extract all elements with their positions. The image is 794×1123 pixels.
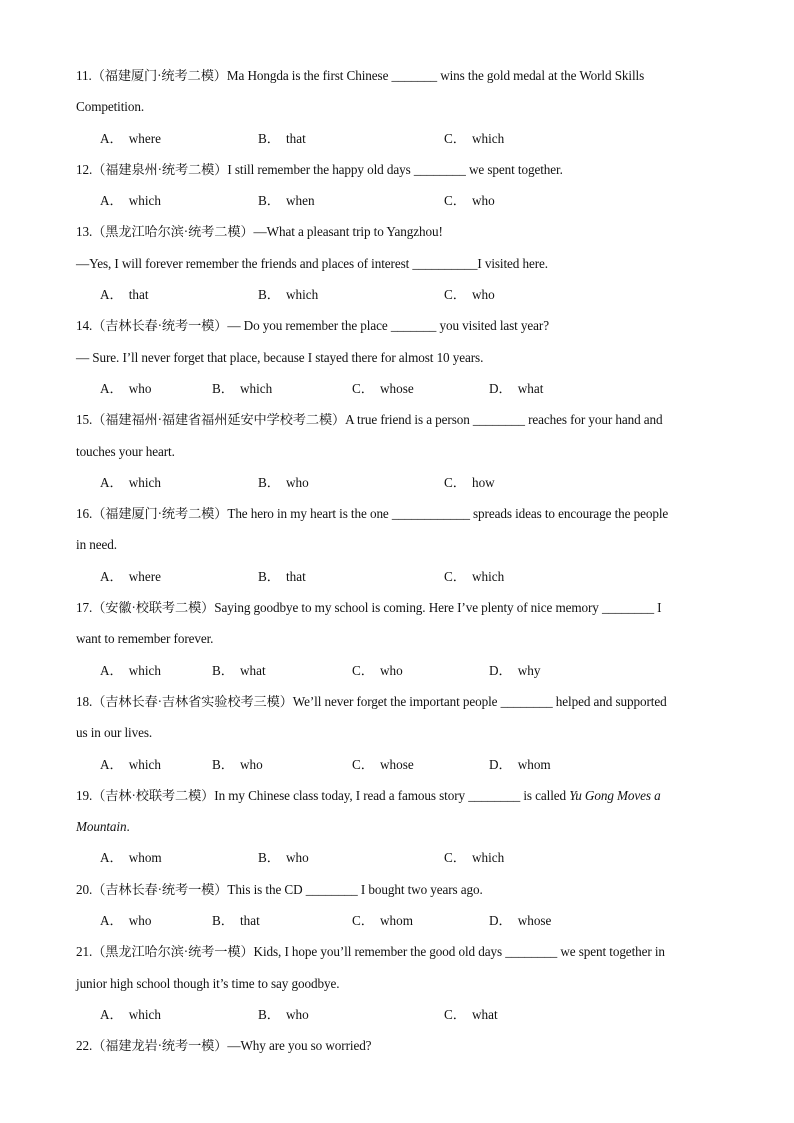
stem-text: junior high school though it’s time to say goodbye.: [76, 975, 340, 991]
option-b[interactable]: [258, 187, 315, 215]
option-text: what: [239, 662, 266, 678]
option-text: who: [471, 287, 495, 303]
question-source: （安徽·校联考二模）: [92, 600, 215, 616]
option-a[interactable]: [100, 125, 161, 153]
option-a[interactable]: [100, 187, 161, 215]
option-text: where: [128, 568, 161, 584]
option-label: A．: [100, 474, 123, 490]
stem-text: —Why are you so worried?: [227, 1038, 372, 1054]
option-b[interactable]: [258, 563, 306, 591]
question-source: （福建龙岩·统考一模）: [92, 1038, 228, 1054]
option-text: which: [471, 130, 505, 146]
option-a[interactable]: [100, 563, 161, 591]
option-label: C．: [444, 474, 466, 490]
option-label: C．: [444, 193, 466, 209]
stem-text: .: [126, 819, 130, 835]
stem-text: reaches for your hand and: [524, 412, 663, 428]
option-label: B．: [258, 193, 280, 209]
option-text: whose: [379, 756, 414, 772]
option-label: C．: [352, 913, 374, 929]
answer-blank[interactable]: ____________: [391, 506, 470, 522]
option-label: A．: [100, 756, 123, 772]
question-13-line: [76, 218, 726, 249]
question-15-line: [76, 438, 726, 469]
option-a[interactable]: [100, 375, 151, 403]
option-label: C．: [352, 662, 374, 678]
question-17-line: [76, 594, 726, 625]
option-label: A．: [100, 193, 123, 209]
stem-text: spreads ideas to encourage the people: [469, 506, 669, 522]
question-number: 14.: [76, 318, 93, 334]
stem-text: I still remember the happy old days: [227, 161, 414, 177]
option-label: A．: [100, 287, 123, 303]
options-row: [76, 563, 726, 594]
stem-text: — Do you remember the place: [227, 318, 391, 334]
option-c[interactable]: [352, 751, 414, 779]
question-number: 15.: [76, 412, 93, 428]
option-a[interactable]: [100, 1001, 161, 1029]
question-18-line: [76, 688, 726, 719]
option-text: who: [285, 850, 309, 866]
question-number: 22.: [76, 1038, 93, 1054]
stem-text: Ma Hongda is the first Chinese: [226, 68, 392, 83]
option-label: C．: [444, 568, 466, 584]
option-text: whom: [379, 913, 413, 929]
question-number: 17.: [76, 600, 93, 616]
stem-text: I visited here.: [477, 255, 548, 271]
stem-text: This is the CD: [227, 881, 306, 897]
option-a[interactable]: [100, 657, 161, 685]
answer-blank[interactable]: _______: [390, 318, 437, 334]
question-source: （黑龙江哈尔滨·统考一模）: [92, 944, 254, 960]
question-16-line: [76, 531, 726, 562]
option-text: whose: [379, 380, 414, 396]
option-text: who: [128, 913, 152, 929]
question-source: （福建厦门·统考二模）: [91, 68, 227, 83]
option-text: who: [285, 1006, 309, 1022]
option-c[interactable]: [444, 563, 504, 591]
option-c[interactable]: [444, 187, 495, 215]
option-label: D．: [489, 756, 512, 772]
question-number: 13.: [76, 224, 93, 240]
option-b[interactable]: [212, 657, 266, 685]
option-label: B．: [212, 662, 234, 678]
option-label: A．: [100, 568, 123, 584]
question-number: 20.: [76, 881, 93, 897]
option-b[interactable]: [258, 469, 309, 497]
question-12-line: [76, 156, 726, 187]
option-label: D．: [489, 662, 512, 678]
stem-text: in need.: [76, 537, 117, 553]
option-text: whom: [128, 850, 162, 866]
options-row: [76, 657, 726, 688]
stem-text: — Sure. I’ll never forget that place, because I stayed there for almost 10 years.: [76, 349, 484, 365]
stem-text: you visited last year?: [436, 318, 549, 334]
question-11-line: [76, 62, 726, 93]
stem-text: I: [653, 600, 662, 616]
question-16-line: [76, 500, 726, 531]
option-text: what: [471, 1006, 498, 1022]
question-number: 21.: [76, 944, 93, 960]
stem-text: A true friend is a person: [345, 412, 473, 428]
option-text: which: [128, 193, 161, 209]
option-b[interactable]: [212, 751, 263, 779]
option-c[interactable]: [444, 281, 495, 309]
answer-blank[interactable]: ________: [305, 881, 358, 897]
option-b[interactable]: [212, 907, 260, 935]
stem-text: is called: [520, 787, 570, 803]
option-label: C．: [444, 1006, 466, 1022]
option-label: C．: [352, 756, 374, 772]
question-source: （黑龙江哈尔滨·统考二模）: [92, 224, 254, 240]
option-b[interactable]: [258, 844, 309, 872]
option-d[interactable]: [489, 751, 551, 779]
stem-text: —Yes, I will forever remember the friends and places of interest: [76, 255, 413, 271]
stem-text: we spent together in: [557, 944, 665, 960]
option-a[interactable]: [100, 281, 149, 309]
options-row: [76, 375, 726, 406]
option-label: B．: [212, 756, 234, 772]
option-label: A．: [100, 1006, 123, 1022]
italic-title: Yu Gong Moves a: [569, 787, 661, 803]
option-b[interactable]: [258, 281, 318, 309]
option-text: which: [471, 850, 505, 866]
question-source: （吉林长春·统考一模）: [92, 881, 228, 897]
option-c[interactable]: [444, 469, 495, 497]
option-label: B．: [258, 1006, 280, 1022]
option-text: when: [285, 193, 315, 209]
option-text: which: [128, 474, 161, 490]
option-label: B．: [258, 474, 280, 490]
option-text: where: [128, 130, 161, 146]
italic-title: Mountain: [76, 819, 127, 835]
options-row: [76, 125, 726, 156]
answer-blank[interactable]: ________: [413, 161, 466, 177]
question-source: （吉林·校联考二模）: [92, 787, 215, 803]
option-text: who: [239, 756, 263, 772]
stem-text: wins the gold medal at the World Skills: [437, 68, 645, 83]
question-22-line: [76, 1032, 726, 1063]
option-c[interactable]: [352, 657, 403, 685]
option-text: that: [128, 287, 149, 303]
option-b[interactable]: [258, 1001, 309, 1029]
option-label: B．: [258, 130, 280, 146]
question-source: （福建福州·福建省福州延安中学校考二模）: [92, 412, 346, 428]
question-number: 18.: [76, 693, 93, 709]
option-text: who: [471, 193, 495, 209]
question-17-line: [76, 625, 726, 656]
stem-text: we spent together.: [465, 161, 563, 177]
option-d[interactable]: [489, 657, 540, 685]
option-label: C．: [352, 380, 374, 396]
question-18-line: [76, 719, 726, 750]
options-row: [76, 751, 726, 782]
option-c[interactable]: [352, 907, 413, 935]
option-label: A．: [100, 850, 123, 866]
option-label: B．: [258, 568, 280, 584]
options-row: [76, 281, 726, 312]
option-label: A．: [100, 380, 123, 396]
question-21-line: [76, 970, 726, 1001]
option-label: D．: [489, 380, 512, 396]
stem-text: Saying goodbye to my school is coming. Here I’ve plenty of nice memory: [214, 600, 602, 616]
option-label: A．: [100, 913, 123, 929]
answer-blank[interactable]: __________: [412, 255, 478, 271]
option-label: B．: [212, 380, 234, 396]
option-c[interactable]: [444, 1001, 498, 1029]
question-15-line: [76, 406, 726, 437]
option-b[interactable]: [212, 375, 272, 403]
option-label: D．: [489, 913, 512, 929]
options-row: [76, 187, 726, 218]
option-label: B．: [258, 850, 280, 866]
option-label: A．: [100, 662, 123, 678]
question-source: （福建泉州·统考二模）: [92, 161, 228, 177]
stem-text: I bought two years ago.: [357, 881, 483, 897]
question-number: 16.: [76, 506, 93, 522]
question-list: [76, 62, 726, 1064]
stem-text: We’ll never forget the important people: [292, 693, 501, 709]
stem-text: —What a pleasant trip to Yangzhou!: [253, 224, 443, 240]
option-text: what: [517, 380, 544, 396]
option-d[interactable]: [489, 375, 543, 403]
stem-text: want to remember forever.: [76, 631, 214, 647]
answer-blank[interactable]: ________: [472, 412, 525, 428]
option-label: B．: [258, 287, 280, 303]
question-19-line: [76, 782, 726, 813]
question-number: 11.: [76, 68, 92, 83]
option-text: which: [128, 662, 161, 678]
option-label: C．: [444, 130, 466, 146]
stem-text: The hero in my heart is the one: [227, 506, 392, 522]
option-a[interactable]: [100, 844, 162, 872]
options-row: [76, 469, 726, 500]
option-text: that: [285, 568, 306, 584]
option-a[interactable]: [100, 469, 161, 497]
option-text: that: [285, 130, 306, 146]
question-20-line: [76, 876, 726, 907]
question-19-line: [76, 813, 726, 844]
option-a[interactable]: [100, 907, 151, 935]
option-a[interactable]: [100, 751, 161, 779]
question-14-line: [76, 312, 726, 343]
stem-text: helped and supported: [552, 693, 667, 709]
answer-blank[interactable]: ________: [500, 693, 553, 709]
option-text: which: [128, 1006, 161, 1022]
option-text: who: [128, 380, 152, 396]
stem-text: touches your heart.: [76, 443, 175, 459]
option-text: who: [379, 662, 403, 678]
option-text: which: [128, 756, 161, 772]
answer-blank[interactable]: ________: [602, 600, 654, 616]
question-11-line: [76, 93, 726, 124]
question-14-line: [76, 344, 726, 375]
option-c[interactable]: [444, 125, 504, 153]
option-text: which: [471, 568, 505, 584]
option-text: who: [285, 474, 309, 490]
option-c[interactable]: [352, 375, 414, 403]
options-row: [76, 844, 726, 875]
question-21-line: [76, 938, 726, 969]
option-text: how: [471, 474, 495, 490]
stem-text: Competition.: [76, 99, 145, 115]
question-source: （吉林长春·吉林省实验校考三模）: [92, 693, 293, 709]
question-number: 19.: [76, 787, 93, 803]
stem-text: In my Chinese class today, I read a famous story: [214, 787, 469, 803]
option-d[interactable]: [489, 907, 551, 935]
question-source: （福建厦门·统考二模）: [92, 506, 228, 522]
option-text: whose: [517, 913, 552, 929]
stem-text: us in our lives.: [76, 725, 153, 741]
question-number: 12.: [76, 161, 93, 177]
answer-blank[interactable]: ________: [468, 787, 521, 803]
answer-blank[interactable]: ________: [505, 944, 558, 960]
option-label: C．: [444, 287, 466, 303]
option-label: A．: [100, 130, 123, 146]
option-c[interactable]: [444, 844, 504, 872]
option-label: B．: [212, 913, 234, 929]
option-text: which: [239, 380, 273, 396]
question-13-line: [76, 250, 726, 281]
answer-blank[interactable]: _______: [391, 68, 437, 83]
options-row: [76, 907, 726, 938]
stem-text: Kids, I hope you’ll remember the good old days: [253, 944, 506, 960]
option-text: whom: [517, 756, 551, 772]
option-label: C．: [444, 850, 466, 866]
question-source: （吉林长春·统考一模）: [92, 318, 228, 334]
option-text: why: [517, 662, 541, 678]
option-text: that: [239, 913, 260, 929]
option-text: which: [285, 287, 319, 303]
options-row: [76, 1001, 726, 1032]
option-b[interactable]: [258, 125, 306, 153]
